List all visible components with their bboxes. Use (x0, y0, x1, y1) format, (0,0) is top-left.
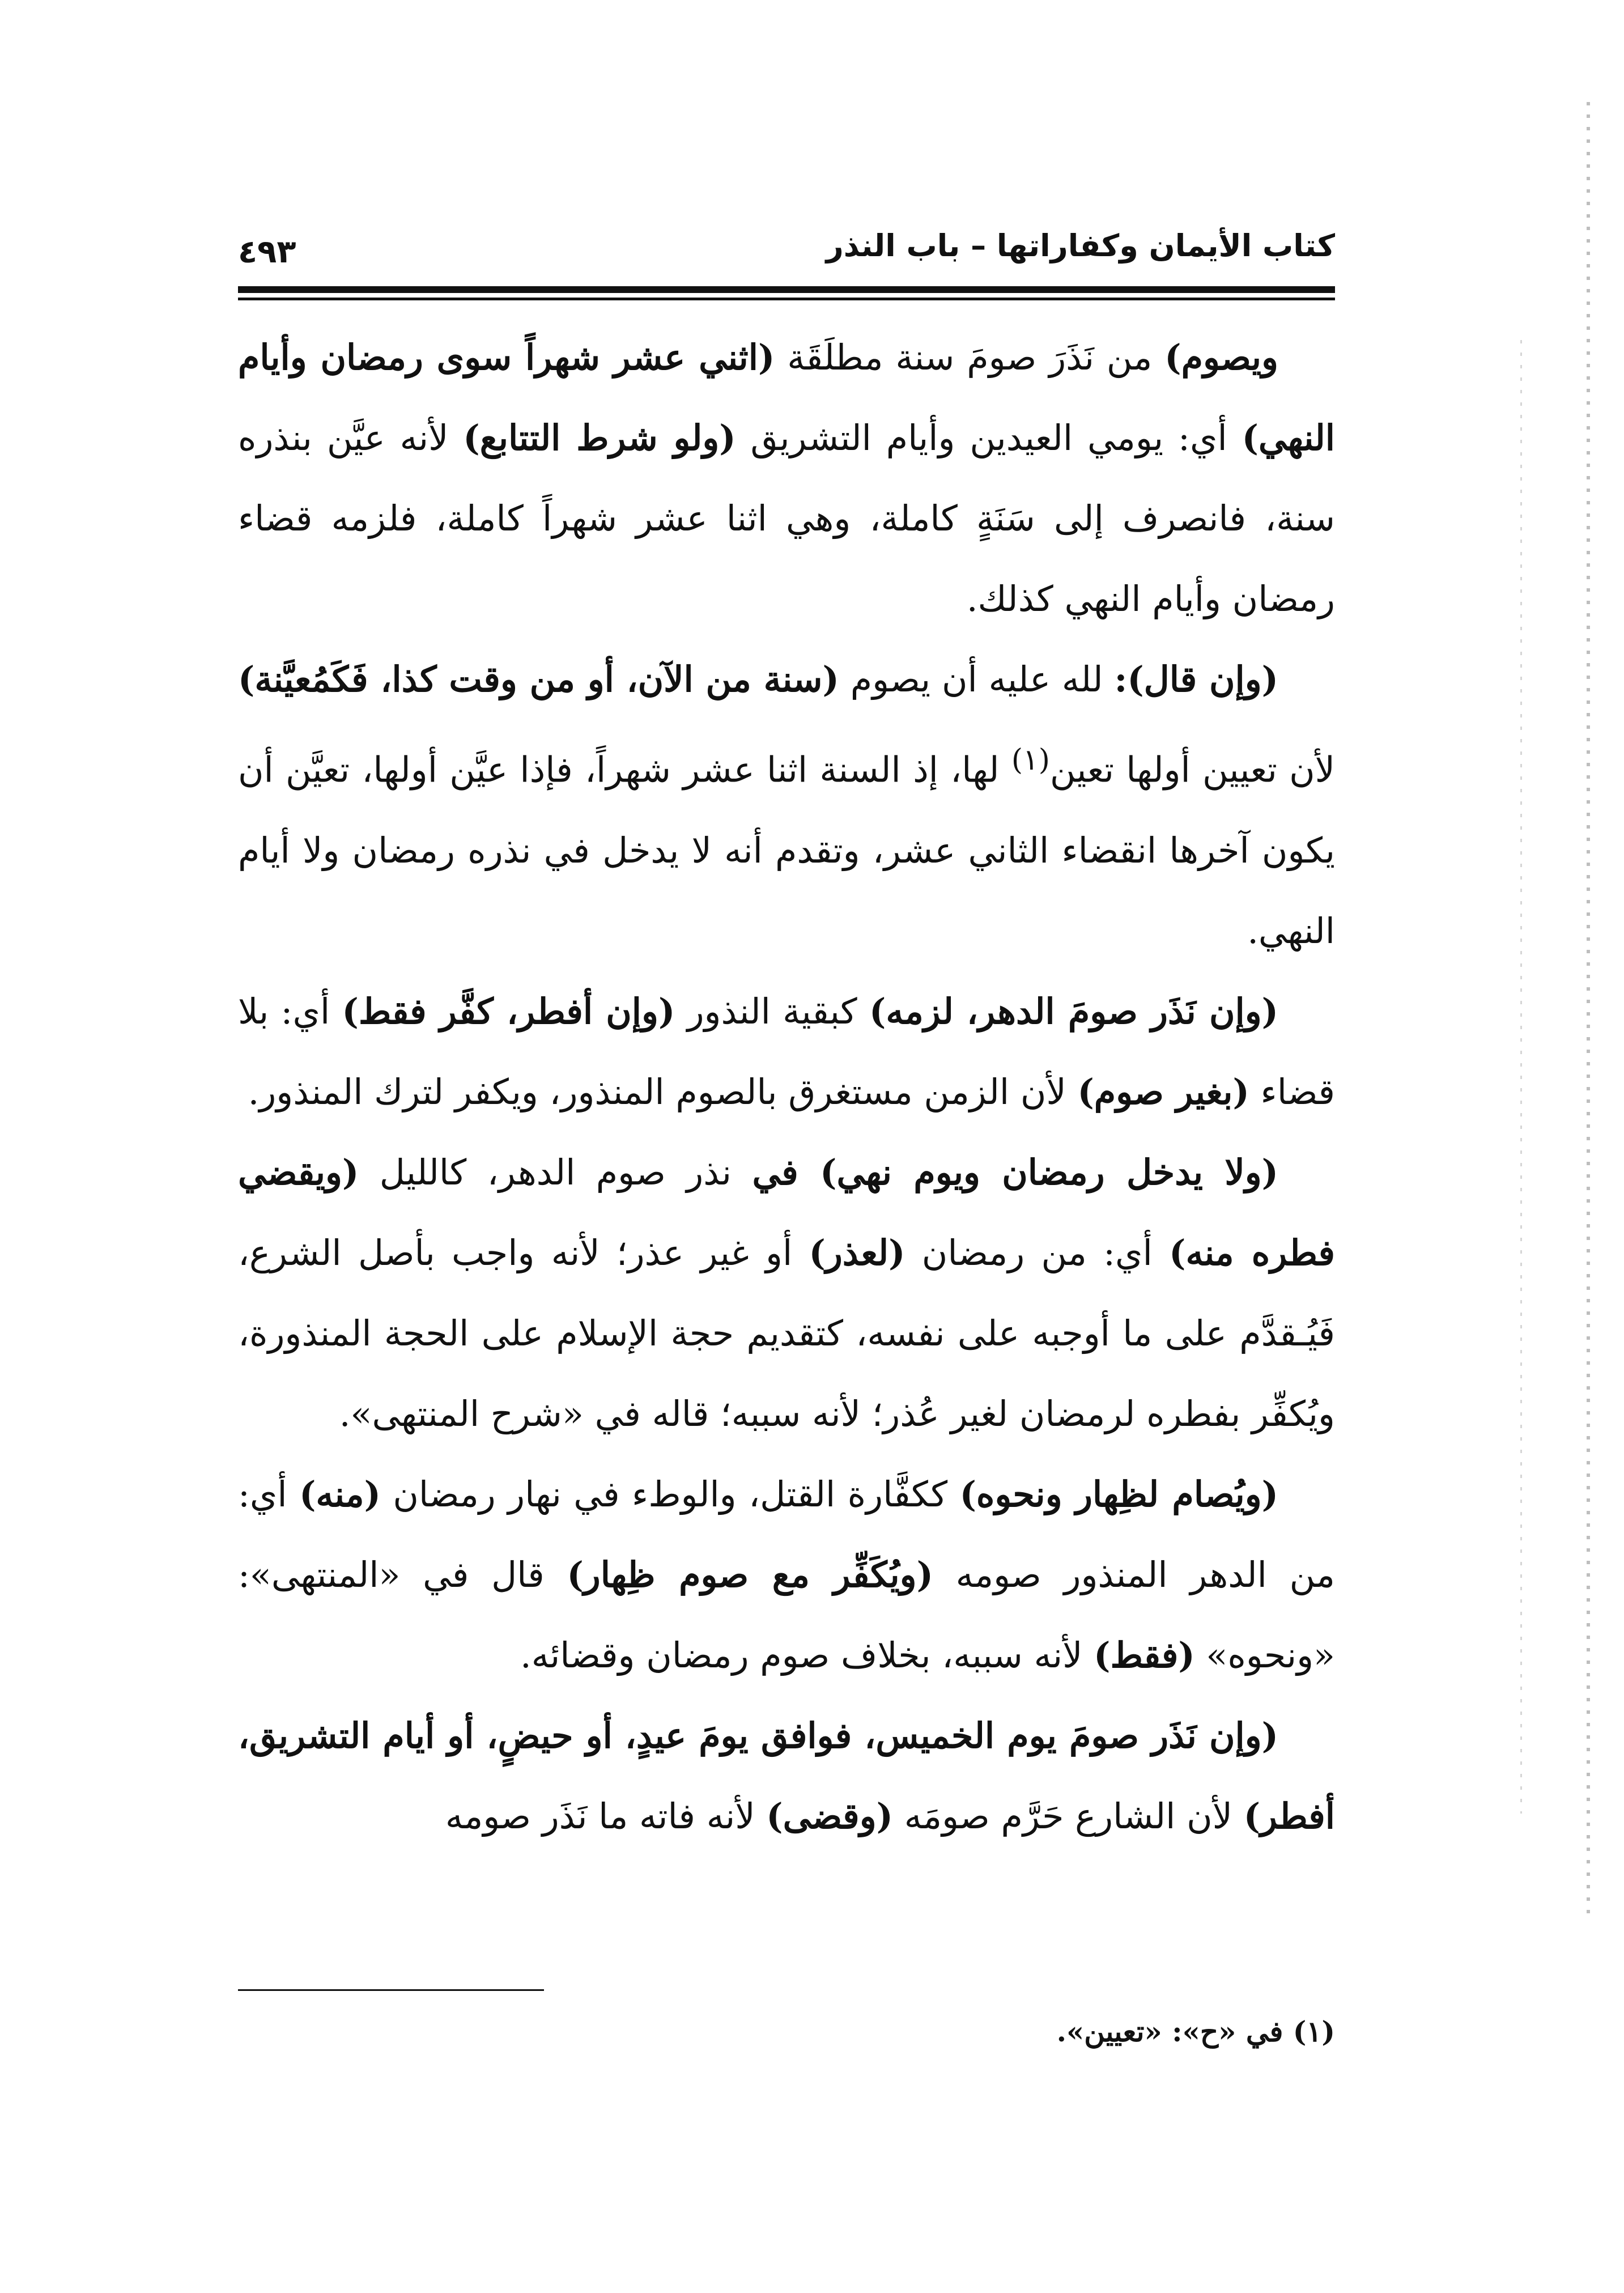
paragraph: ويصوم) من نَذَرَ صومَ سنة مطلَقَة (اثني عشر شهراً سوى رمضان وأيام النهي) أي: يومي العيدين وأيام التشريق (ولو شرط التتابع) لأنه عيَّن بنذره سنة، فانصرف إلى سَنَةٍ كاملة، وهي اثنا عشر شهراً كاملة، فلزمه قضاء رمضان وأيام النهي كذلك. (238, 337, 1336, 619)
header-rule-thin (238, 298, 1335, 300)
paragraph: (ولا يدخل رمضان ويوم نهي) في نذر صوم الدهر، كالليل (ويقضي فطره منه) أي: من رمضان (لعذر) أو غير عذر؛ لأنه واجب بأصل الشرع، فَيُـقدَّم على ما أوجبه على نفسه، كتقديم حجة الإسلام على الحجة المنذورة، ويُكفِّر بفطره لرمضان لغير عُذر؛ لأنه سببه؛ قاله في «شرح المنتهى». (238, 1151, 1335, 1434)
footnote: (١) في «ح»: «تعيين». (1056, 2015, 1335, 2048)
scan-edge-artifact (1587, 102, 1590, 1916)
footnote-rule (238, 1989, 544, 1991)
header-rule-thick (238, 286, 1335, 293)
page-header (238, 221, 1335, 272)
body-text (238, 317, 1335, 1857)
paragraph: (وإن نَذَر صومَ يوم الخميس، فوافق يومَ عيدٍ، أو حيضٍ، أو أيام التشريق، أفطر) لأن الشارع حَرَّم صومَه (وقضى) لأنه فاته ما نَذَر صومه (238, 1714, 1335, 1837)
paragraph: (وإن نَذَر صومَ الدهر، لزمه) كبقية النذور (وإن أفطر، كفَّر فقط) أي: بلا قضاء (بغير صوم) لأن الزمن مستغرق بالصوم المنذور، ويكفر لترك المنذور. (238, 990, 1335, 1112)
paragraph: (وإن قال): لله عليه أن يصوم (سنة من الآن، أو من وقت كذا، فَكَمُعيَّنة) لأن تعيين أولها تعين$^{(١)}$ لها، إذ السنة اثنا عشر شهراً، فإذا عيَّن أولها، تعيَّن أن يكون آخرها انقضاء الثاني عشر، وتقدم أنه لا يدخل في نذره رمضان ولا أيام النهي. (238, 659, 1335, 952)
page-number: ٤٩٣ (238, 233, 296, 270)
scan-edge-artifact-inner (1520, 340, 1522, 1814)
paragraph: (ويُصام لظِهار ونحوه) ككفَّارة القتل، والوطء في نهار رمضان (منه) أي: من الدهر المنذور صومه (ويُكَفِّر مع صوم ظِهار) قال في «المنتهى»: «ونحوه» (فقط) لأنه سببه، بخلاف صوم رمضان وقضائه. (238, 1473, 1335, 1676)
running-title: كتاب الأيمان وكفاراتها – باب النذر (826, 228, 1335, 264)
